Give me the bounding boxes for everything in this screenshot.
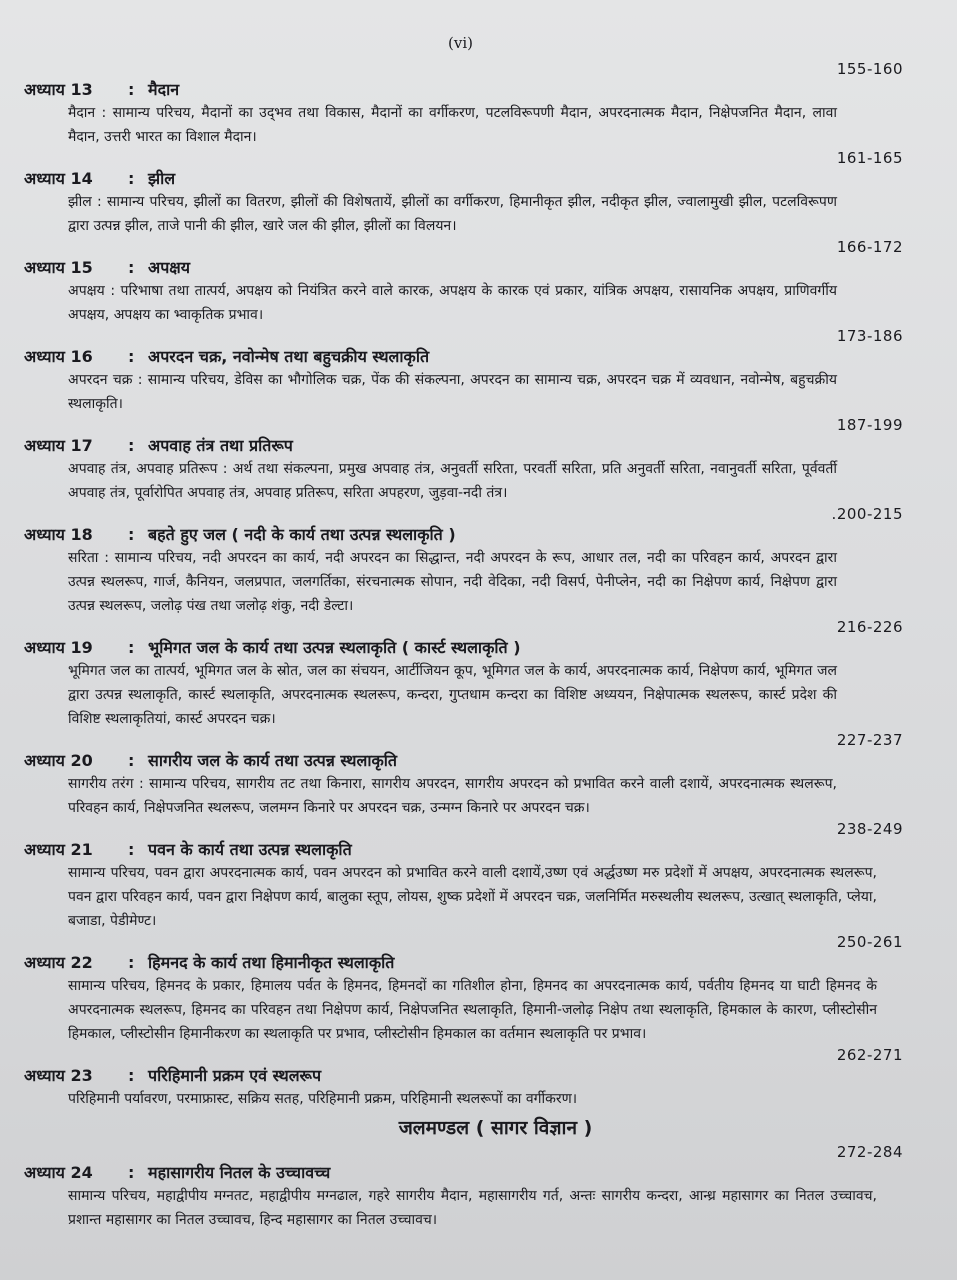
page-range: 227-237	[836, 731, 903, 749]
page-range: 272-284	[836, 1143, 903, 1161]
heading-separator: :	[128, 169, 135, 188]
heading-separator: :	[128, 953, 135, 972]
chapter-description: भूमिगत जल का तात्पर्य, भूमिगत जल के स्रोत, जल का संचयन, आर्टीजियन कूप, भूमिगत जल के कार्य, अपरदनात्मक कार्य, निक्षेपण कार्य, भूमिगत जल द्वारा उत्पन्न स्थलाकृति, कार्स्ट स्थलाकृति, अपरदनात्मक स्थलरूप, कन्दरा, गुप्तधाम कन्दरा का विशिष्ट अध्ययन, निक्षेपात्मक स्थलरूप, कार्स्ट प्रदेश की विशिष्ट स्थलाकृतियां, कार्स्ट अपरदन चक्र।	[68, 663, 837, 727]
chapter-heading	[24, 168, 937, 190]
heading-separator: :	[128, 525, 135, 544]
page-range: 216-226	[836, 618, 903, 636]
page-range: 155-160	[836, 60, 903, 78]
page-number: (vi)	[448, 34, 473, 52]
page-range: 238-249	[836, 820, 903, 838]
page-range: 250-261	[836, 933, 903, 951]
chapter-number: अध्याय 21	[24, 840, 93, 859]
chapter-heading	[24, 435, 937, 457]
page-range: 173-186	[836, 327, 903, 345]
heading-separator: :	[128, 840, 135, 859]
heading-separator: :	[128, 347, 135, 366]
chapter-description: अपवाह तंत्र, अपवाह प्रतिरूप : अर्थ तथा संकल्पना, प्रमुख अपवाह तंत्र, अनुवर्ती सरिता, परवर्ती सरिता, प्रति अनुवर्ती सरिता, नवानुवर्ती सरिता, पूर्ववर्ती अपवाह तंत्र, पूर्वारोपित अपवाह तंत्र, अपवाह प्रतिरूप, सरिता अपहरण, जुड़वा-नदी तंत्र।	[68, 461, 837, 501]
chapter-number: अध्याय 16	[24, 347, 93, 366]
chapter-title: पवन के कार्य तथा उत्पन्न स्थलाकृति	[148, 840, 352, 859]
chapter-list	[24, 60, 937, 1111]
chapter-entry	[24, 820, 937, 933]
chapter-description: परिहिमानी पर्यावरण, परमाफ्रास्ट, सक्रिय सतह, परिहिमानी प्रक्रम, परिहिमानी स्थलरूपों का वर्गीकरण।	[68, 1091, 578, 1107]
chapter-number: अध्याय 15	[24, 258, 93, 277]
chapter-description: झील : सामान्य परिचय, झीलों का वितरण, झीलों की विशेषतायें, झीलों का वर्गीकरण, हिमानीकृत झील, नदीकृत झील, ज्वालामुखी झील, पटलविरूपण द्वारा उत्पन्न झील, ताजे पानी की झील, खारे जल की झील, झीलों का विलयन।	[68, 194, 837, 234]
chapter-number: अध्याय 18	[24, 525, 93, 544]
chapter-heading	[24, 1162, 937, 1184]
page-range: 187-199	[836, 416, 903, 434]
chapter-heading	[24, 346, 937, 368]
chapter-heading	[24, 79, 937, 101]
chapter-description: सामान्य परिचय, हिमनद के प्रकार, हिमालय पर्वत के हिमनद, हिमनदों का गतिशील होना, हिमनद का अपरदनात्मक कार्य, पर्वतीय हिमनद या घाटी हिमनद के अपरदनात्मक स्थलरूप, हिमनद का परिवहन तथा निक्षेपण कार्य, निक्षेपजनित स्थलाकृति, हिमानी-जलोढ़ निक्षेप तथा स्थलाकृति, हिमकाल के कारण, प्लीस्टोसीन हिमकाल, प्लीस्टोसीन हिमानीकरण का स्थलाकृति पर प्रभाव, प्लीस्टोसीन हिमकाल का वर्तमान स्थलाकृति पर प्रभाव।	[68, 978, 877, 1042]
heading-separator: :	[128, 258, 135, 277]
chapter-title: मैदान	[148, 80, 180, 99]
chapter-title: झील	[148, 169, 176, 188]
chapter-title: महासागरीय नितल के उच्चावच्च	[148, 1163, 331, 1182]
chapter-title: सागरीय जल के कार्य तथा उत्पन्न स्थलाकृति	[148, 751, 398, 770]
heading-separator: :	[128, 436, 135, 455]
section-title: जलमण्डल ( सागर विज्ञान )	[398, 1117, 593, 1139]
chapter-entry	[24, 149, 937, 238]
chapter-number: अध्याय 24	[24, 1163, 93, 1182]
page-range: 161-165	[836, 149, 903, 167]
chapter-list-ocean	[24, 1143, 937, 1232]
chapter-title: हिमनद के कार्य तथा हिमानीकृत स्थलाकृति	[148, 953, 395, 972]
chapter-title: परिहिमानी प्रक्रम एवं स्थलरूप	[148, 1066, 322, 1085]
chapter-description: सागरीय तरंग : सामान्य परिचय, सागरीय तट तथा किनारा, सागरीय अपरदन, सागरीय अपरदन को प्रभावित करने वाली दशायें, अपरदनात्मक स्थलरूप, परिवहन कार्य, निक्षेपजनित स्थलरूप, जलमग्न किनारे पर अपरदन चक्र, उन्मग्न किनारे पर अपरदन चक्र।	[68, 776, 837, 816]
chapter-heading	[24, 1065, 937, 1087]
chapter-entry	[24, 416, 937, 505]
chapter-number: अध्याय 13	[24, 80, 93, 99]
chapter-heading	[24, 257, 937, 279]
chapter-heading	[24, 952, 937, 974]
chapter-title: अपक्षय	[148, 258, 191, 277]
chapter-entry	[24, 1046, 937, 1111]
chapter-entry	[24, 731, 937, 820]
heading-separator: :	[128, 80, 135, 99]
chapter-number: अध्याय 22	[24, 953, 93, 972]
chapter-title: भूमिगत जल के कार्य तथा उत्पन्न स्थलाकृति ( कार्स्ट स्थलाकृति )	[148, 638, 521, 657]
chapter-description: सामान्य परिचय, महाद्वीपीय मग्नतट, महाद्वीपीय मग्नढाल, गहरे सागरीय मैदान, महासागरीय गर्त, अन्तः सागरीय कन्दरा, आन्ध्र महासागर का नितल उच्चावच, प्रशान्त महासागर का नितल उच्चावच, हिन्द महासागर का नितल उच्चावच।	[68, 1188, 877, 1228]
chapter-heading	[24, 750, 937, 772]
chapter-description: मैदान : सामान्य परिचय, मैदानों का उद्‌भव तथा विकास, मैदानों का वर्गीकरण, पटलविरूपणी मैदान, अपरदनात्मक मैदान, निक्षेपजनित मैदान, लावा मैदान, उत्तरी भारत का विशाल मैदान।	[68, 105, 837, 145]
chapter-title: अपवाह तंत्र तथा प्रतिरूप	[148, 436, 293, 455]
chapter-number: अध्याय 19	[24, 638, 93, 657]
chapter-heading	[24, 524, 937, 546]
chapter-title: अपरदन चक्र, नवोन्मेष तथा बहुचक्रीय स्थलाकृति	[148, 347, 430, 366]
chapter-description: सरिता : सामान्य परिचय, नदी अपरदन का कार्य, नदी अपरदन का सिद्धान्त, नदी अपरदन के रूप, आधार तल, नदी का परिवहन कार्य, अपरदन द्वारा उत्पन्न स्थलरूप, गार्ज, कैनियन, जलप्रपात, जलगर्तिका, संरचनात्मक सोपान, नदी वेदिका, नदी विसर्प, पेनीप्लेन, नदी का निक्षेपण कार्य, निक्षेपण द्वारा उत्पन्न स्थलरूप, जलोढ़ पंख तथा जलोढ़ शंकु, नदी डेल्टा।	[68, 550, 837, 614]
chapter-entry	[24, 327, 937, 416]
chapter-entry	[24, 60, 937, 149]
heading-separator: :	[128, 751, 135, 770]
page-range: 262-271	[836, 1046, 903, 1064]
chapter-number: अध्याय 17	[24, 436, 93, 455]
chapter-entry	[24, 618, 937, 731]
chapter-entry	[24, 505, 937, 618]
heading-separator: :	[128, 638, 135, 657]
chapter-heading	[24, 637, 937, 659]
chapter-description: सामान्य परिचय, पवन द्वारा अपरदनात्मक कार्य, पवन अपरदन को प्रभावित करने वाली दशायें,उष्ण एवं अर्द्धउष्ण मरु प्रदेशों में अपक्षय, अपरदनात्मक स्थलरूप, पवन द्वारा परिवहन कार्य, पवन द्वारा निक्षेपण कार्य, बालुका स्तूप, लोयस, शुष्क प्रदेशों में अपरदन चक्र, जलनिर्मित मरुस्थलीय स्थलरूप, उत्खात् स्थलाकृति, प्लेया, बजाडा, पेडीमेण्ट।	[68, 865, 877, 929]
chapter-entry	[24, 1143, 937, 1232]
heading-separator: :	[128, 1163, 135, 1182]
chapter-number: अध्याय 20	[24, 751, 93, 770]
chapter-number: अध्याय 14	[24, 169, 93, 188]
page-range: .200-215	[831, 505, 903, 523]
chapter-number: अध्याय 23	[24, 1066, 93, 1085]
chapter-entry	[24, 933, 937, 1046]
chapter-title: बहते हुए जल ( नदी के कार्य तथा उत्पन्न स्थलाकृति )	[148, 525, 456, 544]
chapter-description: अपरदन चक्र : सामान्य परिचय, डेविस का भौगोलिक चक्र, पेंक की संकल्पना, अपरदन का सामान्य चक्र, अपरदन चक्र में व्यवधान, नवोन्मेष, बहुचक्रीय स्थलाकृति।	[68, 372, 837, 412]
chapter-entry	[24, 238, 937, 327]
chapter-description: अपक्षय : परिभाषा तथा तात्पर्य, अपक्षय को नियंत्रित करने वाले कारक, अपक्षय के कारक एवं प्रकार, यांत्रिक अपक्षय, रासायनिक अपक्षय, प्राणिवर्गीय अपक्षय, अपक्षय का भ्वाकृतिक प्रभाव।	[68, 283, 837, 323]
heading-separator: :	[128, 1066, 135, 1085]
chapter-heading	[24, 839, 937, 861]
page-range: 166-172	[836, 238, 903, 256]
